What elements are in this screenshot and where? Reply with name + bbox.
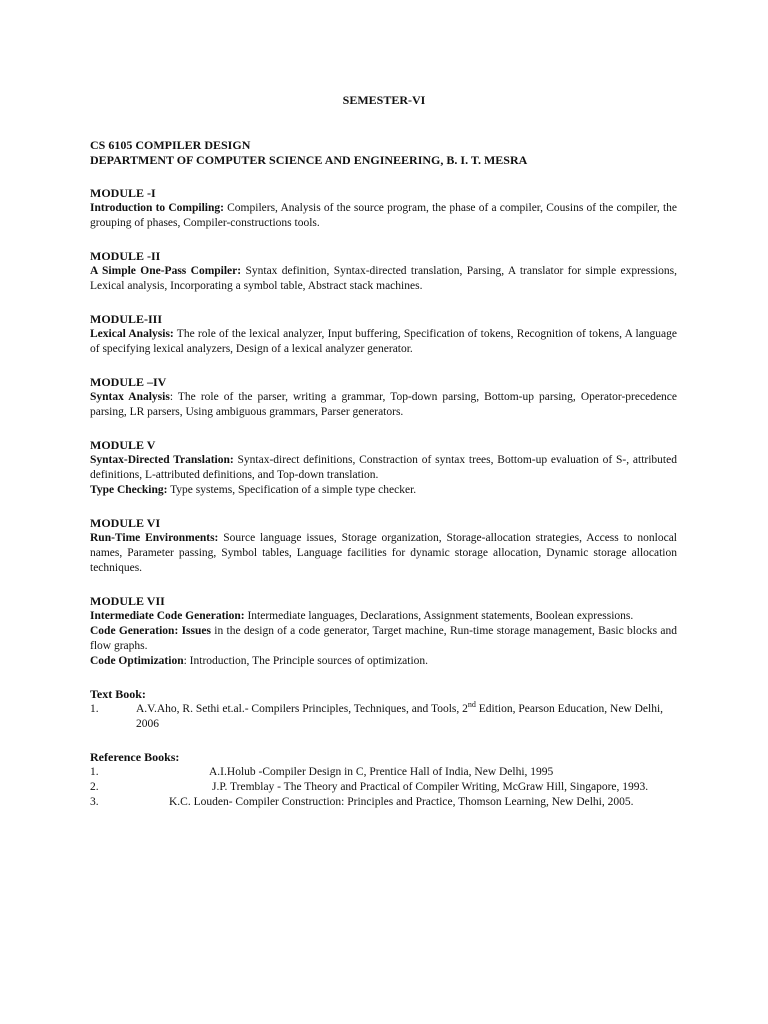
module-5 — [90, 437, 677, 498]
page-title: SEMESTER-VI — [342, 93, 426, 107]
course-code-title: CS 6105 COMPILER DESIGN — [90, 138, 251, 152]
module-heading: MODULE-III — [90, 312, 163, 326]
syllabus-content — [90, 138, 677, 810]
module-heading: MODULE -I — [90, 186, 156, 200]
book-text-part: Edition, Pearson Education, New Delhi, 2006 — [136, 703, 664, 730]
text-book-item — [90, 702, 677, 732]
reference-book-item — [90, 780, 677, 795]
module-topic — [90, 201, 677, 231]
module-heading: MODULE V — [90, 438, 156, 452]
topic-text: Source language issues, Storage organization, Storage-allocation strategies, Access to nonlocal names, Parameter passing, Symbol tables, Language facilities for dynamic storage allocation, Dynamic storage allocation techniques. — [90, 532, 677, 574]
topic-label: Run-Time Environments: — [90, 532, 219, 544]
topic-label: Type Checking: — [90, 484, 168, 496]
module-topic — [90, 327, 677, 357]
book-text: J.P. Tremblay - The Theory and Practical of Compiler Writing, McGraw Hill, Singapore, 1993. — [212, 781, 649, 793]
topic-label: Code Optimization — [90, 655, 184, 667]
topic-label: Code Generation: Issues — [90, 625, 211, 637]
topic-label: A Simple One-Pass Compiler: — [90, 265, 242, 277]
module-1 — [90, 185, 677, 231]
book-number: 3. — [90, 796, 99, 808]
module-topic — [90, 624, 677, 654]
module-topic — [90, 531, 677, 576]
module-topic — [90, 654, 677, 669]
topic-text: Syntax definition, Syntax-directed translation, Parsing, A translator for simple expressions, Lexical analysis, Incorporating a symbol table, Abstract stack machines. — [90, 265, 677, 292]
topic-text: : Introduction, The Principle sources of optimization. — [183, 655, 429, 667]
topic-text: Syntax-direct definitions, Constraction of syntax trees, Bottom-up evaluation of S-, attributed definitions, L-attributed definitions, and Top-down translation. — [90, 454, 677, 481]
book-text-part: A.V.Aho, R. Sethi et.al.- Compilers Principles, Techniques, and Tools, 2 — [136, 703, 468, 715]
edition-superscript: nd — [467, 700, 476, 710]
topic-label: Syntax-Directed Translation: — [90, 454, 234, 466]
book-number: 1. — [90, 703, 99, 715]
module-heading: MODULE -II — [90, 249, 161, 263]
text-book-heading: Text Book: — [90, 687, 146, 701]
book-number: 2. — [90, 781, 99, 793]
module-heading: MODULE VI — [90, 516, 161, 530]
module-topic — [90, 264, 677, 294]
book-number: 1. — [90, 766, 99, 778]
book-text: K.C. Louden- Compiler Construction: Principles and Practice, Thomson Learning, New Delhi, 2005. — [169, 796, 634, 808]
module-2 — [90, 248, 677, 294]
text-book-section — [90, 686, 677, 732]
module-topic — [90, 483, 677, 498]
topic-text: Compilers, Analysis of the source program, the phase of a compiler, Cousins of the compiler, the grouping of phases, Compiler-constructions tools. — [90, 202, 677, 229]
topic-text: in the design of a code generator, Target machine, Run-time storage management, Basic blocks and flow graphs. — [90, 625, 677, 652]
reference-books-section — [90, 749, 677, 810]
topic-label: Syntax Analysis — [90, 391, 170, 403]
book-text — [136, 702, 666, 732]
module-topic — [90, 453, 677, 483]
topic-text: The role of the lexical analyzer, Input buffering, Specification of tokens, Recognition of tokens, A language of specifying lexical analyzers, Design of a lexical analyzer generator. — [90, 328, 677, 355]
topic-label: Intermediate Code Generation: — [90, 610, 245, 622]
module-topic — [90, 609, 677, 624]
topic-label: Introduction to Compiling: — [90, 202, 224, 214]
module-heading: MODULE VII — [90, 594, 165, 608]
module-topic — [90, 390, 677, 420]
module-4 — [90, 374, 677, 420]
module-7 — [90, 593, 677, 669]
department-name: DEPARTMENT OF COMPUTER SCIENCE AND ENGINEERING, B. I. T. MESRA — [90, 153, 528, 167]
reference-book-item — [90, 765, 677, 780]
topic-text: Type systems, Specification of a simple type checker. — [167, 484, 417, 496]
module-3 — [90, 311, 677, 357]
topic-text: : The role of the parser, writing a grammar, Top-down parsing, Bottom-up parsing, Operator-precedence parsing, LR parsers, Using ambiguous grammars, Parser generators. — [90, 391, 678, 418]
module-heading: MODULE –IV — [90, 375, 167, 389]
reference-book-item — [90, 795, 677, 810]
module-6 — [90, 515, 677, 576]
reference-books-heading: Reference Books: — [90, 750, 180, 764]
book-text: A.I.Holub -Compiler Design in C, Prentice Hall of India, New Delhi, 1995 — [209, 766, 554, 778]
topic-label: Lexical Analysis: — [90, 328, 174, 340]
topic-text: Intermediate languages, Declarations, Assignment statements, Boolean expressions. — [244, 610, 634, 622]
